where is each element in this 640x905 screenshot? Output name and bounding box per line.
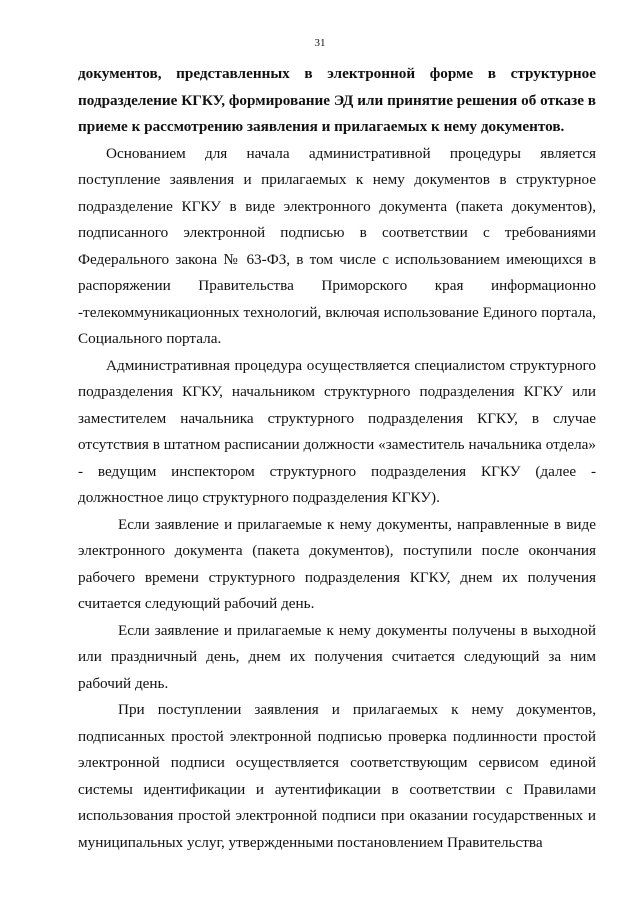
body-paragraph: Если заявление и прилагаемые к нему документы, направленные в виде электронного документа (пакета документов), поступили после окончания рабочего времени структурного подразделения КГКУ, днем их получения считается следующий рабочий день. (78, 515, 596, 612)
page-number: 31 (314, 37, 326, 49)
document-body (78, 61, 596, 856)
body-paragraph: Основанием для начала административной процедуры является поступление заявления и прилагаемых к нему документов в структурное подразделение КГКУ в виде электронного документа (пакета документов), подписанного электронной подписью в соответствии с требованиями Федерального закона № 63-ФЗ, в том числе с использованием имеющихся в распоряжении Правительства Приморского края информационно -телекоммуникационных технологий, включая использование Единого портала, Социального портала. (78, 144, 596, 347)
body-paragraph: При поступлении заявления и прилагаемых к нему документов, подписанных простой электронной подписью проверка подлинности простой электронной подписи осуществляется соответствующим сервисом единой системы идентификации и аутентификации в соответствии с Правилами использования простой электронной подписи при оказании государственных и муниципальных услуг, утвержденными постановлением Правительства (78, 701, 596, 851)
body-paragraph: Административная процедура осуществляется специалистом структурного подразделения КГКУ, начальником структурного подразделения КГКУ или заместителем начальника структурного подразделения КГКУ, в случае отсутствия в штатном расписании должности «заместитель начальника отдела» - ведущим инспектором структурного подразделения КГКУ (далее - должностное лицо структурного подразделения КГКУ). (78, 356, 596, 506)
bold-heading-paragraph: документов, представленных в электронной форме в структурное подразделение КГКУ, формирование ЭД или принятие решения об отказе в приеме к рассмотрению заявления и прилагаемых к нему документов. (78, 65, 596, 135)
body-paragraph: Если заявление и прилагаемые к нему документы получены в выходной или праздничный день, днем их получения считается следующий за ним рабочий день. (78, 621, 596, 692)
